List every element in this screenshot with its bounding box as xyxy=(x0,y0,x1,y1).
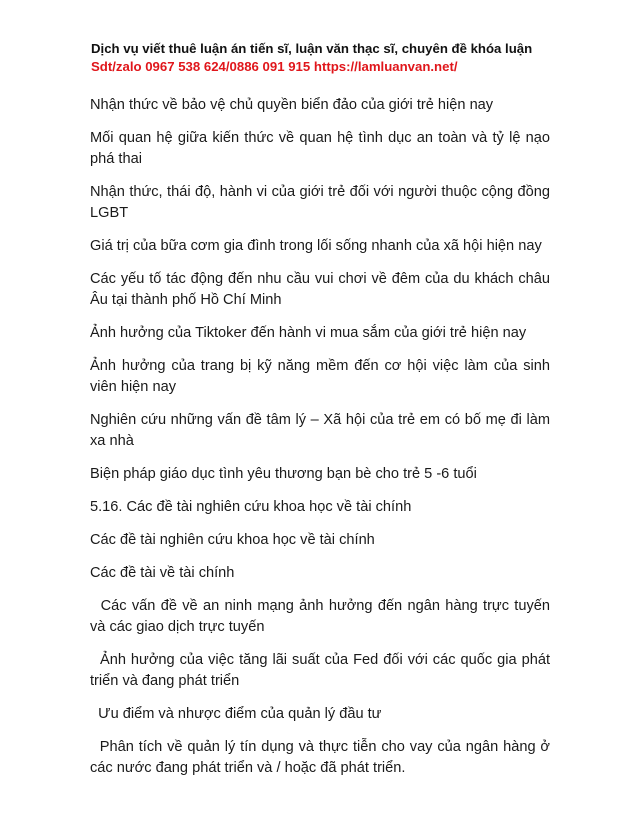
paragraph: Phân tích về quản lý tín dụng và thực tiễn cho vay của ngân hàng ở các nước đang phát triển và / hoặc đã phát triển. xyxy=(90,739,555,776)
paragraph: Ảnh hưởng của việc tăng lãi suất của Fed đối với các quốc gia phát triển và đang phát triển xyxy=(90,652,555,689)
contact-info: Sdt/zalo 0967 538 624/0886 091 915 https://lamluanvan.net/ xyxy=(91,59,458,74)
paragraph: Ảnh hưởng của trang bị kỹ năng mềm đến cơ hội việc làm của sinh viên hiện nay xyxy=(90,358,550,395)
paragraph: Giá trị của bữa cơm gia đình trong lối sống nhanh của xã hội hiện nay xyxy=(90,238,542,254)
paragraph: Nhận thức về bảo vệ chủ quyền biển đảo của giới trẻ hiện nay xyxy=(90,97,494,113)
paragraph: Các đề tài về tài chính xyxy=(90,565,235,581)
service-description: Dịch vụ viết thuê luận án tiến sĩ, luận văn thạc sĩ, chuyên đề khóa luận xyxy=(91,41,533,56)
paragraph: Các yếu tố tác động đến nhu cầu vui chơi về đêm của du khách châu Âu tại thành phố Hồ Chí Minh xyxy=(90,271,550,308)
paragraph: Biện pháp giáo dục tình yêu thương bạn bè cho trẻ 5 -6 tuổi xyxy=(90,466,477,482)
paragraph: Mối quan hệ giữa kiến thức về quan hệ tình dục an toàn và tỷ lệ nạo phá thai xyxy=(90,130,550,167)
section-heading: 5.16. Các đề tài nghiên cứu khoa học về tài chính xyxy=(90,499,412,515)
paragraph: Các đề tài nghiên cứu khoa học về tài chính xyxy=(90,532,375,548)
paragraph: Nghiên cứu những vấn đề tâm lý – Xã hội của trẻ em có bố mẹ đi làm xa nhà xyxy=(90,412,550,449)
paragraph: Các vấn đề về an ninh mạng ảnh hưởng đến ngân hàng trực tuyến và các giao dịch trực tuyến xyxy=(90,598,555,635)
paragraph: Nhận thức, thái độ, hành vi của giới trẻ đối với người thuộc cộng đồng LGBT xyxy=(90,184,550,221)
document-header xyxy=(91,40,591,76)
document-body xyxy=(90,95,555,791)
paragraph: Ưu điểm và nhược điểm của quản lý đầu tư xyxy=(90,706,382,722)
paragraph: Ảnh hưởng của Tiktoker đến hành vi mua sắm của giới trẻ hiện nay xyxy=(90,325,527,341)
